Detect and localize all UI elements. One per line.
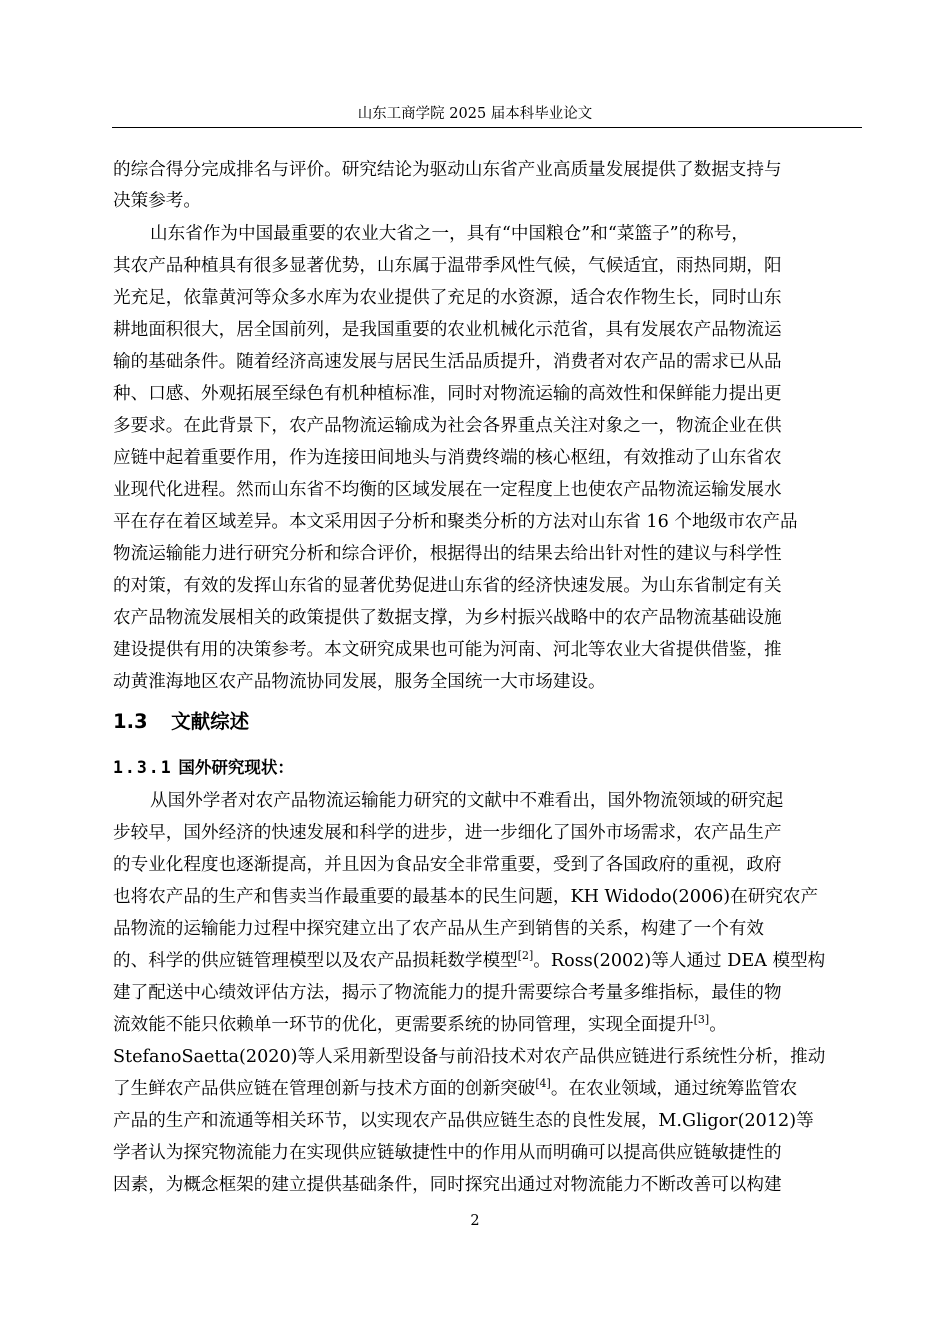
body-line: 的综合得分完成排名与评价。研究结论为驱动山东省产业高质量发展提供了数据支持与 [113,160,782,180]
body-line: 也将农产品的生产和售卖当作最重要的最基本的民生问题，KH Widodo(2006)在研究农产 [113,887,819,907]
body-line: 步较早，国外经济的快速发展和科学的进步，进一步细化了国外市场需求，农产品生产 [113,823,782,843]
body-line: 的专业化程度也逐渐提高，并且因为食品安全非常重要，受到了各国政府的重视，政府 [113,855,782,875]
text-run: 。Ross(2002)等人通过 DEA 模型构 [533,951,826,971]
subsection-number: 1.3.1 [113,758,173,777]
citation-ref[interactable]: [2] [517,949,534,962]
body-line: 业现代化进程。然而山东省不均衡的区域发展在一定程度上也使农产品物流运输发展水 [113,480,782,500]
body-line [113,1078,841,1100]
body-line: StefanoSaetta(2020)等人采用新型设备与前沿技术对农产品供应链进行系统性分析，推动 [113,1047,826,1067]
body-line: 物流运输能力进行研究分析和综合评价，根据得出的结果去给出针对性的建议与科学性 [113,544,782,564]
body-line: 山东省作为中国最重要的农业大省之一，具有“中国粮仓”和“菜篮子”的称号， [150,224,749,244]
body-line: 应链中起着重要作用，作为连接田间地头与消费终端的核心枢纽，有效推动了山东省农 [113,448,782,468]
text-run: 流效能不能只依赖单一环节的优化，更需要系统的协同管理，实现全面提升 [113,1015,694,1035]
body-line: 决策参考。 [113,191,201,211]
body-line: 因素，为概念框架的建立提供基础条件，同时探究出通过对物流能力不断改善可以构建 [113,1175,782,1195]
body-line: 学者认为探究物流能力在实现供应链敏捷性中的作用从而明确可以提高供应链敏捷性的 [113,1143,782,1163]
section-number: 1.3 [113,710,148,733]
body-line: 平在存在着区域差异。本文采用因子分析和聚类分析的方法对山东省 16 个地级市农产品 [113,512,798,532]
running-header: 山东工商学院 2025 届本科毕业论文 [357,106,593,122]
text-run: 。在农业领域，通过统筹监管农 [550,1079,798,1099]
body-line: 多要求。在此背景下，农产品物流运输成为社会各界重点关注对象之一，物流企业在供 [113,416,782,436]
body-line: 光充足，依靠黄河等众多水库为农业提供了充足的水资源，适合农作物生长，同时山东 [113,288,782,308]
body-line: 建设提供有用的决策参考。本文研究成果也可能为河南、河北等农业大省提供借鉴，推 [113,640,782,660]
body-line: 品物流的运输能力过程中探究建立出了农产品从生产到销售的关系，构建了一个有效 [113,919,764,939]
citation-ref[interactable]: [3] [693,1013,710,1026]
section-title: 文献综述 [171,710,250,733]
section-heading [113,709,249,735]
page-number: 2 [470,1213,480,1229]
body-line: 产品的生产和流通等相关环节，以实现农产品供应链生态的良性发展，M.Gligor(2012)等 [113,1111,814,1131]
body-line: 耕地面积很大，居全国前列，是我国重要的农业机械化示范省，具有发展农产品物流运 [113,320,782,340]
body-line [113,1014,841,1036]
header-divider [112,127,862,128]
body-line: 输的基础条件。随着经济高速发展与居民生活品质提升，消费者对农产品的需求已从品 [113,352,782,372]
body-line [113,950,841,972]
body-line: 种、口感、外观拓展至绿色有机种植标准，同时对物流运输的高效性和保鲜能力提出更 [113,384,782,404]
body-line: 建了配送中心绩效评估方法，揭示了物流能力的提升需要综合考量多维指标，最佳的物 [113,983,782,1003]
body-line: 动黄淮海地区农产品物流协同发展，服务全国统一大市场建设。 [113,672,606,692]
body-line: 农产品物流发展相关的政策提供了数据支撑，为乡村振兴战略中的农产品物流基础设施 [113,608,782,628]
body-line: 的对策，有效的发挥山东省的显著优势促进山东省的经济快速发展。为山东省制定有关 [113,576,782,596]
text-run: 的、科学的供应链管理模型以及农产品损耗数学模型 [113,951,518,971]
body-line: 其农产品种植具有很多显著优势，山东属于温带季风性气候，气候适宜，雨热同期，阳 [113,256,782,276]
subsection-title: 国外研究现状： [178,758,294,777]
text-run: 。 [709,1015,727,1035]
text-run: 了生鲜农产品供应链在管理创新与技术方面的创新突破 [113,1079,536,1099]
body-line: 从国外学者对农产品物流运输能力研究的文献中不难看出，国外物流领域的研究起 [150,791,784,811]
citation-ref[interactable]: [4] [535,1077,551,1090]
subsection-heading [113,757,294,779]
